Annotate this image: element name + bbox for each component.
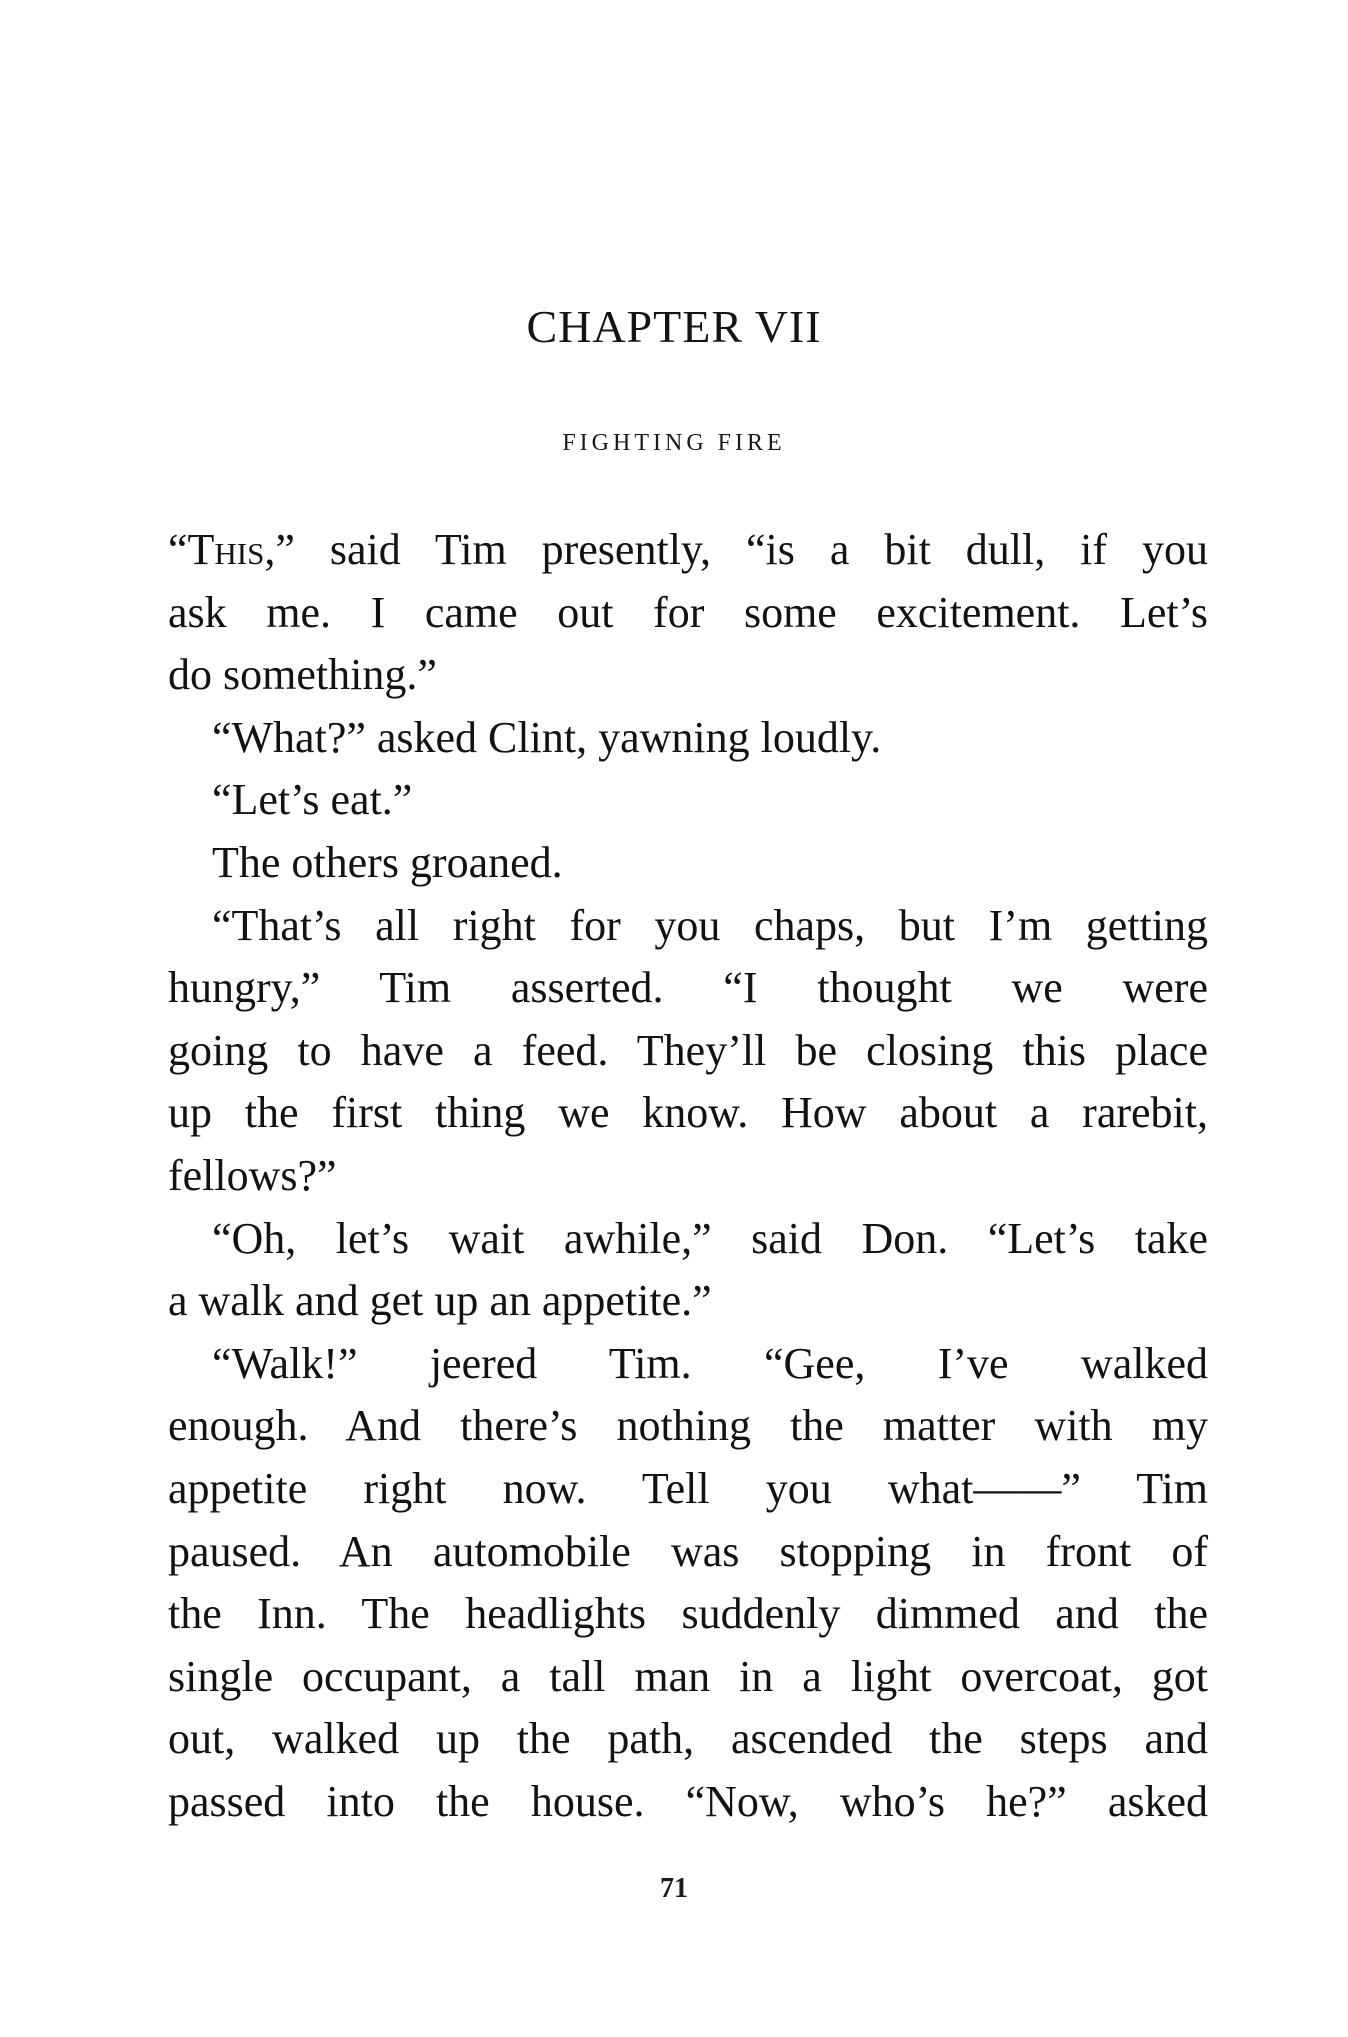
text-line: enough. And there’s nothing the matter with my — [168, 1401, 1208, 1451]
chapter-subtitle: FIGHTING FIRE — [562, 430, 786, 456]
chapter-body-text — [168, 519, 1208, 1833]
text-line: do something.” — [168, 650, 437, 700]
text-line: “That’s all right for you chaps, but I’m getting — [212, 900, 1208, 950]
text-line: “Let’s eat.” — [212, 775, 413, 825]
text-line: appetite right now. Tell you what——” Tim — [168, 1463, 1208, 1513]
text-line: hungry,” Tim asserted. “I thought we were — [168, 963, 1208, 1013]
chapter-title: CHAPTER VII — [526, 301, 822, 352]
text-line: up the first thing we know. How about a rarebit, — [168, 1088, 1208, 1138]
text-line: going to have a feed. They’ll be closing this place — [168, 1025, 1208, 1075]
page-number: 71 — [660, 1873, 688, 1904]
line-text: ,” said Tim presently, “is a bit dull, if you — [264, 525, 1208, 574]
text-line: the Inn. The headlights suddenly dimmed and the — [168, 1589, 1208, 1639]
text-line: a walk and get up an appetite.” — [168, 1276, 712, 1326]
text-line: “Walk!” jeered Tim. “Gee, I’ve walked — [212, 1338, 1208, 1388]
text-line: “What?” asked Clint, yawning loudly. — [212, 712, 882, 762]
text-line: out, walked up the path, ascended the steps and — [168, 1714, 1208, 1764]
text-line: ask me. I came out for some excitement. Let’s — [168, 587, 1208, 637]
small-caps-word: This — [187, 525, 265, 574]
text-line — [168, 519, 1208, 582]
line-lead: “ — [168, 525, 188, 574]
text-line: The others groaned. — [212, 837, 563, 887]
text-line: “Oh, let’s wait awhile,” said Don. “Let’s take — [212, 1213, 1208, 1263]
text-line: paused. An automobile was stopping in front of — [168, 1526, 1208, 1576]
text-line: passed into the house. “Now, who’s he?” asked — [168, 1776, 1208, 1826]
text-line: single occupant, a tall man in a light overcoat, got — [168, 1651, 1208, 1701]
text-line: fellows?” — [168, 1150, 337, 1200]
